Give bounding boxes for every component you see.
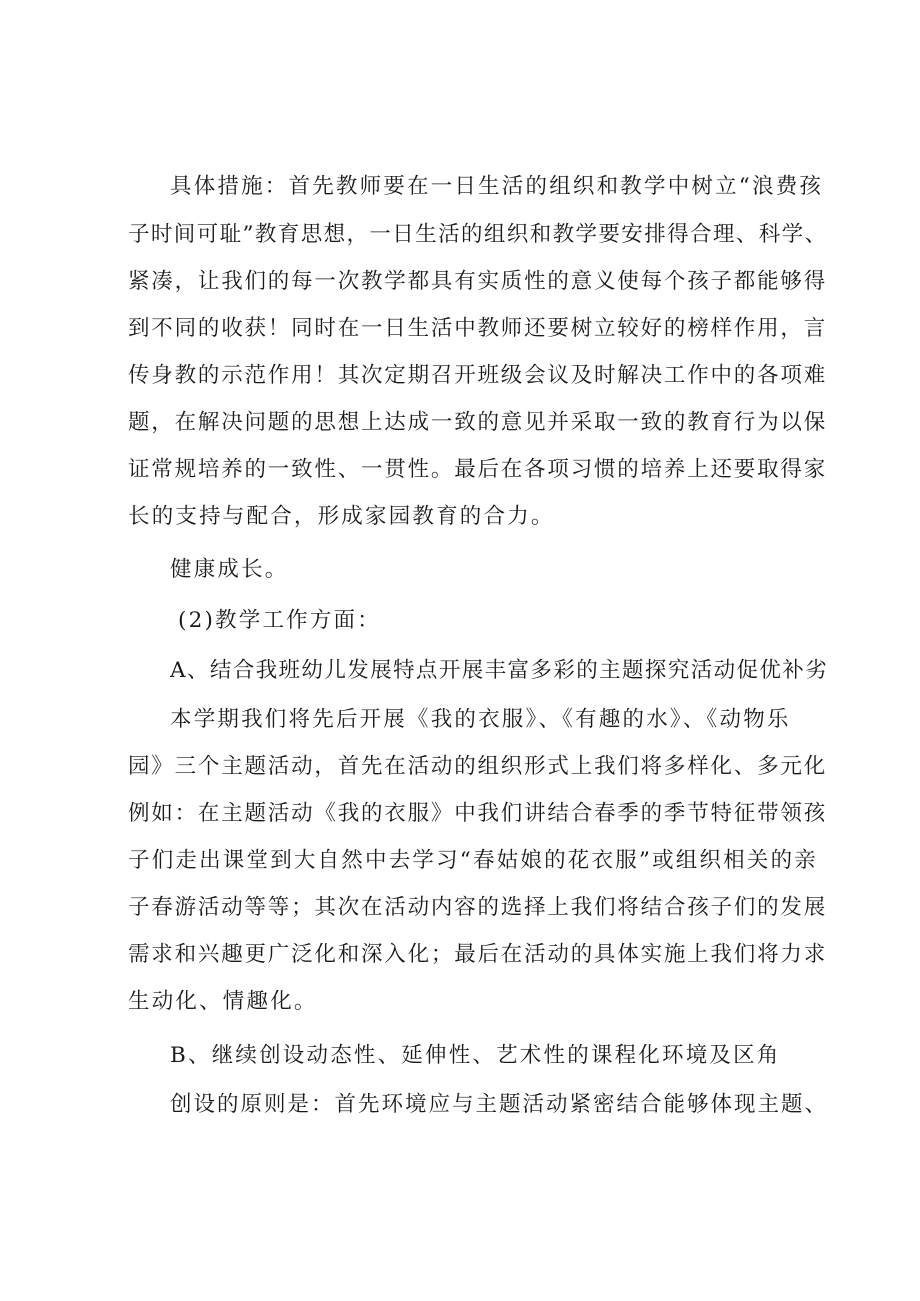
subsection-heading: B、继续创设动态性、延伸性、艺术性的课程化环境及区角 [170,1043,781,1068]
section-heading: (2)教学工作方面： [178,608,381,633]
paragraph-line: 到不同的收获！同时在一日生活中教师还要树立较好的榜样作用，言 [128,316,828,341]
paragraph-line: 长的支持与配合，形成家园教育的合力。 [128,504,555,529]
paragraph-line: 本学期我们将先后开展《我的衣服》、《有趣的水》、《动物乐 [170,707,791,732]
paragraph-line: 子春游活动等等；其次在活动内容的选择上我们将结合孩子们的发展 [128,895,828,920]
paragraph-line: 园》三个主题活动，首先在活动的组织形式上我们将多样化、多元化 [128,754,828,779]
paragraph-line: 子时间可耻”教育思想，一日生活的组织和教学要安排得合理、科学、 [128,222,828,247]
subsection-heading: A、结合我班幼儿发展特点开展丰富多彩的主题探究活动促优补劣 [170,658,829,683]
paragraph-line: 题，在解决问题的思想上达成一致的意见并采取一致的教育行为以保 [128,410,828,435]
paragraph-line: 传身教的示范作用！其次定期召开班级会议及时解决工作中的各项难 [128,363,828,388]
paragraph-line: 证常规培养的一致性、一贯性。最后在各项习惯的培养上还要取得家 [128,457,828,482]
paragraph-line: 需求和兴趣更广泛化和深入化；最后在活动的具体实施上我们将力求 [128,942,828,967]
paragraph-line: 创设的原则是：首先环境应与主题活动紧密结合能够体现主题、 [170,1092,829,1117]
paragraph-line: 健康成长。 [170,557,289,582]
paragraph-line: 具体措施：首先教师要在一日生活的组织和教学中树立“浪费孩 [170,174,824,199]
paragraph-line: 例如：在主题活动《我的衣服》中我们讲结合春季的季节特征带领孩 [128,801,828,826]
paragraph-line: 紧凑，让我们的每一次教学都具有实质性的意义使每个孩子都能够得 [128,269,828,294]
paragraph-line: 生动化、情趣化。 [128,989,318,1014]
paragraph-line: 子们走出课堂到大自然中去学习“春姑娘的花衣服”或组织相关的亲 [128,848,818,873]
